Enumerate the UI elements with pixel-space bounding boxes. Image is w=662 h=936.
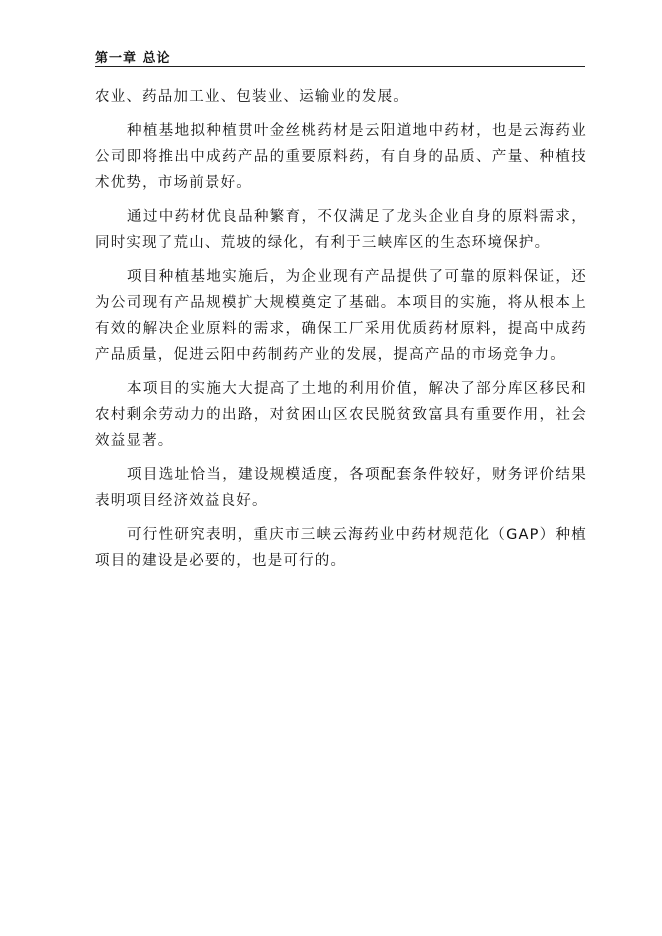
page-header: [95, 46, 585, 67]
document-body: [95, 84, 587, 582]
chapter-title: 第一章 总论: [95, 51, 171, 66]
paragraph-4: 项目种植基地实施后，为企业现有产品提供了可靠的原料保证，还为公司现有产品规模扩大规模奠定了基础。本项目的实施，将从根本上有效的解决企业原料的需求，确保工厂采用优质药材原料，提高中成药产品质量，促进云阳中药制药产业的发展，提高产品的市场竞争力。: [95, 269, 587, 363]
paragraph-1: 农业、药品加工业、包装业、运输业的发展。: [95, 89, 409, 105]
paragraph-6: 项目选址恰当，建设规模适度，各项配套条件较好，财务评价结果表明项目经济效益良好。: [95, 467, 587, 509]
paragraph-7: 可行性研究表明，重庆市三峡云海药业中药材规范化（GAP）种植项目的建设是必要的，也是可行的。: [95, 527, 587, 569]
paragraph-3: 通过中药材优良品种繁育，不仅满足了龙头企业自身的原料需求，同时实现了荒山、荒坡的绿化，有利于三峡库区的生态环境保护。: [95, 209, 587, 251]
paragraph-2: 种植基地拟种植贯叶金丝桃药材是云阳道地中药材，也是云海药业公司即将推出中成药产品的重要原料药，有自身的品质、产量、种植技术优势，市场前景好。: [95, 123, 587, 191]
paragraph-5: 本项目的实施大大提高了土地的利用价值，解决了部分库区移民和农村剩余劳动力的出路，对贫困山区农民脱贫致富具有重要作用，社会效益显著。: [95, 381, 587, 449]
